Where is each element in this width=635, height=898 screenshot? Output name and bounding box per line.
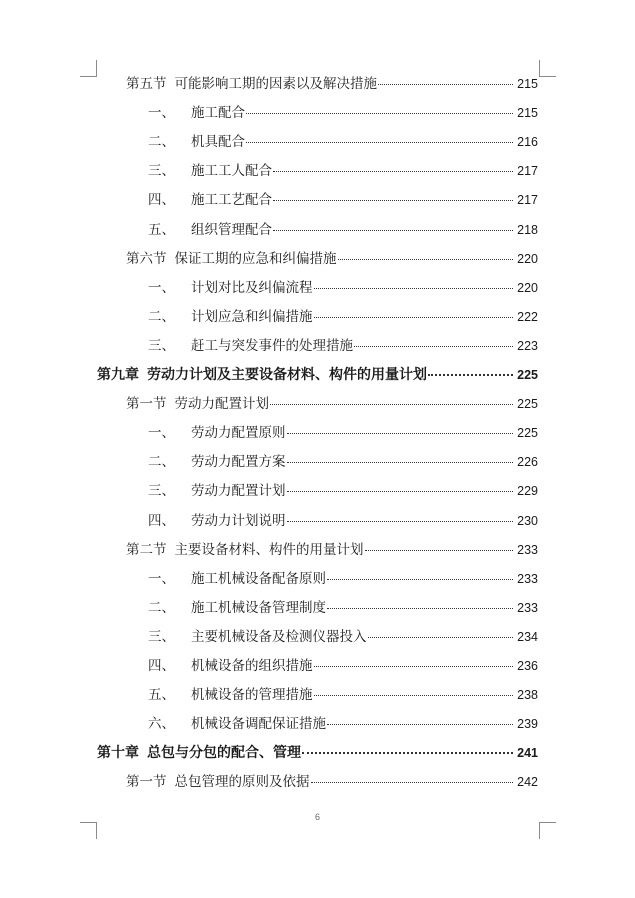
dot-leader bbox=[273, 199, 513, 201]
dot-leader bbox=[270, 403, 513, 405]
toc-entry-page: 225 bbox=[517, 368, 538, 382]
toc-entry-number: 第一节 bbox=[126, 774, 167, 791]
toc-entry-number: 第九章 bbox=[97, 367, 139, 383]
toc-entry-number: 三、 bbox=[148, 483, 175, 500]
dot-leader bbox=[314, 665, 514, 667]
toc-entry-number: 一、 bbox=[148, 425, 175, 442]
toc-entry-number: 二、 bbox=[148, 454, 175, 471]
toc-entry-title: 机具配合 bbox=[191, 134, 245, 151]
toc-entry-page: 226 bbox=[517, 455, 538, 470]
toc-item-entry[interactable] bbox=[148, 102, 538, 124]
toc-entry-page: 242 bbox=[517, 775, 538, 790]
toc-item-entry[interactable] bbox=[148, 422, 538, 444]
toc-entry-title: 劳动力计划及主要设备材料、构件的用量计划 bbox=[147, 367, 427, 383]
toc-entry-title: 施工机械设备配备原则 bbox=[191, 570, 326, 587]
toc-item-entry[interactable] bbox=[148, 160, 538, 182]
toc-entry-page: 220 bbox=[517, 280, 538, 295]
toc-entry-title: 计划对比及纠偏流程 bbox=[191, 279, 313, 296]
toc-entry-number: 四、 bbox=[148, 192, 175, 209]
toc-entry-number: 二、 bbox=[148, 599, 175, 616]
toc-entry-number: 第十章 bbox=[97, 745, 139, 762]
toc-item-entry[interactable] bbox=[148, 480, 538, 502]
dot-leader bbox=[314, 287, 514, 289]
toc-entry-number: 三、 bbox=[148, 163, 175, 180]
toc-item-entry[interactable] bbox=[148, 219, 538, 241]
toc-entry-page: 229 bbox=[517, 484, 538, 499]
toc-entry-number: 二、 bbox=[148, 308, 175, 325]
toc-entry-page: 233 bbox=[517, 571, 538, 586]
dot-leader bbox=[287, 520, 514, 522]
toc-item-entry[interactable] bbox=[148, 306, 538, 328]
toc-item-entry[interactable] bbox=[148, 655, 538, 677]
toc-entry-page: 225 bbox=[517, 426, 538, 441]
toc-item-entry[interactable] bbox=[148, 713, 538, 735]
toc-chapter-entry[interactable] bbox=[97, 364, 538, 386]
dot-leader bbox=[246, 141, 513, 143]
toc-entry-title: 施工机械设备管理制度 bbox=[191, 599, 326, 616]
dot-leader bbox=[327, 723, 513, 725]
corner-mark-bottom-left bbox=[80, 822, 97, 839]
toc-entry-page: 239 bbox=[517, 717, 538, 732]
dot-leader bbox=[327, 578, 513, 580]
toc-entry-number: 一、 bbox=[148, 570, 175, 587]
dot-leader bbox=[302, 751, 513, 754]
toc-entry-page: 234 bbox=[517, 629, 538, 644]
toc-entry-title: 主要机械设备及检测仪器投入 bbox=[191, 628, 367, 645]
toc-entry-page: 215 bbox=[517, 77, 538, 91]
toc-entry-number: 五、 bbox=[148, 221, 175, 238]
toc-entry-title: 组织管理配合 bbox=[191, 221, 272, 238]
toc-entry-page: 225 bbox=[517, 397, 538, 412]
dot-leader bbox=[246, 112, 513, 114]
toc-entry-title: 施工工人配合 bbox=[191, 163, 272, 180]
toc-chapter-entry[interactable] bbox=[97, 742, 538, 764]
toc-entry-number: 一、 bbox=[148, 279, 175, 296]
toc-entry-page: 241 bbox=[517, 746, 538, 761]
dot-leader bbox=[287, 490, 514, 492]
page-number: 6 bbox=[314, 812, 320, 822]
toc-item-entry[interactable] bbox=[148, 597, 538, 619]
toc-entry-title: 计划应急和纠偏措施 bbox=[191, 308, 313, 325]
dot-leader bbox=[378, 83, 513, 85]
toc-entry-title: 机械设备的组织措施 bbox=[191, 658, 313, 674]
toc-item-entry[interactable] bbox=[148, 626, 538, 648]
toc-entry-number: 第五节 bbox=[126, 76, 167, 92]
dot-leader bbox=[314, 694, 514, 696]
toc-entry-number: 四、 bbox=[148, 658, 175, 674]
toc-section-entry[interactable] bbox=[126, 771, 538, 793]
toc-entry-title: 机械设备的管理措施 bbox=[191, 687, 313, 704]
toc-item-entry[interactable] bbox=[148, 451, 538, 473]
toc-entry-title: 主要设备材料、构件的用量计划 bbox=[174, 541, 364, 558]
toc-entry-title: 机械设备调配保证措施 bbox=[191, 716, 326, 733]
toc-entry-number: 一、 bbox=[148, 105, 175, 122]
toc-entry-number: 五、 bbox=[148, 687, 175, 704]
dot-leader bbox=[327, 607, 513, 609]
toc-entry-title: 劳动力配置计划 bbox=[191, 483, 286, 500]
toc-section-entry[interactable] bbox=[126, 539, 538, 561]
toc-entry-title: 保证工期的应急和纠偏措施 bbox=[174, 250, 337, 267]
toc-entry-page: 220 bbox=[517, 251, 538, 266]
dot-leader bbox=[368, 636, 514, 638]
corner-mark-bottom-right bbox=[539, 822, 556, 839]
dot-leader bbox=[273, 170, 513, 172]
toc-section-entry[interactable] bbox=[126, 393, 538, 415]
toc-entry-title: 施工配合 bbox=[191, 105, 245, 122]
toc-entry-page: 216 bbox=[517, 135, 538, 150]
toc-entry-title: 可能影响工期的因素以及解决措施 bbox=[174, 76, 377, 92]
toc-item-entry[interactable] bbox=[148, 335, 538, 357]
toc-entry-page: 222 bbox=[517, 309, 538, 324]
toc-entry-page: 223 bbox=[517, 338, 538, 353]
toc-entry-page: 218 bbox=[517, 222, 538, 237]
toc-entry-number: 三、 bbox=[148, 628, 175, 645]
dot-leader bbox=[354, 345, 513, 347]
toc-entry-title: 劳动力计划说明 bbox=[191, 512, 286, 529]
toc-entry-page: 217 bbox=[517, 193, 538, 208]
dot-leader bbox=[287, 432, 514, 434]
toc-section-entry[interactable] bbox=[126, 248, 538, 270]
corner-mark-top-left bbox=[80, 60, 97, 77]
toc-entry-number: 第二节 bbox=[126, 541, 167, 558]
toc-item-entry[interactable] bbox=[148, 568, 538, 590]
dot-leader bbox=[428, 373, 513, 376]
toc-entry-number: 二、 bbox=[148, 134, 175, 151]
toc-entry-page: 233 bbox=[517, 600, 538, 615]
toc-entry-title: 施工工艺配合 bbox=[191, 192, 272, 209]
toc-entry-number: 四、 bbox=[148, 512, 175, 529]
toc-entry-title: 劳动力配置方案 bbox=[191, 454, 286, 471]
toc-entry-number: 第六节 bbox=[126, 250, 167, 267]
toc-entry-page: 233 bbox=[517, 542, 538, 557]
toc-entry-page: 236 bbox=[517, 659, 538, 673]
toc-item-entry[interactable] bbox=[148, 684, 538, 706]
corner-mark-top-right bbox=[539, 60, 556, 77]
toc-entry-number: 第一节 bbox=[126, 396, 167, 413]
toc-entry-page: 217 bbox=[517, 164, 538, 179]
toc-entry-title: 劳动力配置原则 bbox=[191, 425, 286, 442]
toc-item-entry[interactable] bbox=[148, 189, 538, 211]
toc-item-entry[interactable] bbox=[148, 277, 538, 299]
toc-entry-page: 230 bbox=[517, 513, 538, 528]
dot-leader bbox=[314, 316, 514, 318]
toc-item-entry[interactable] bbox=[148, 131, 538, 153]
dot-leader bbox=[311, 781, 514, 783]
dot-leader bbox=[287, 461, 514, 463]
toc-item-entry[interactable] bbox=[148, 510, 538, 532]
dot-leader bbox=[273, 229, 513, 231]
dot-leader bbox=[365, 549, 514, 551]
toc-entry-page: 215 bbox=[517, 106, 538, 121]
toc-entry-title: 总包管理的原则及依据 bbox=[174, 774, 310, 791]
toc-entry-title: 总包与分包的配合、管理 bbox=[147, 745, 301, 762]
toc-entry-number: 三、 bbox=[148, 337, 175, 354]
toc-entry-title: 赶工与突发事件的处理措施 bbox=[191, 337, 353, 354]
toc-entry-page: 238 bbox=[517, 688, 538, 703]
toc-entry-title: 劳动力配置计划 bbox=[174, 396, 269, 413]
toc-section-entry[interactable] bbox=[126, 73, 538, 95]
toc-entry-number: 六、 bbox=[148, 716, 175, 733]
dot-leader bbox=[338, 258, 514, 260]
